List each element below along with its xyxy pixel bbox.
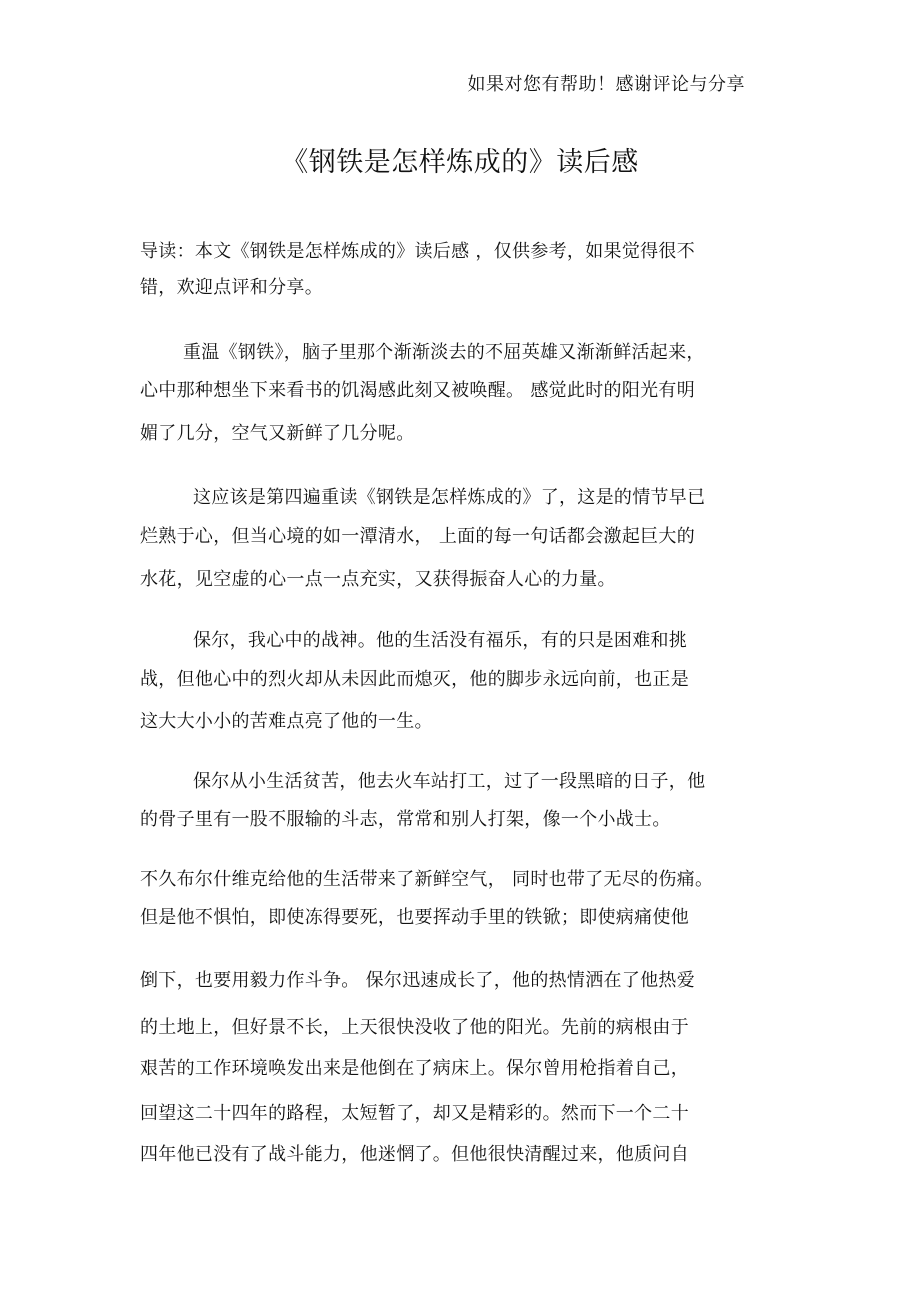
text-line: 艰苦的工作环境唤发出来是他倒在了病床上。保尔曾用枪指着自己， bbox=[140, 1058, 689, 1079]
text-line: 导读：本文《钢铁是怎样炼成的》读后感 ，仅供参考，如果觉得很不 bbox=[140, 241, 696, 262]
text-line: 媚了几分，空气又新鲜了几分呢。 bbox=[140, 423, 415, 444]
text-line: 的土地上，但好景不长，上天很快没收了他的阳光。先前的病根由于 bbox=[140, 1017, 689, 1038]
text-line: 这应该是第四遍重读《钢铁是怎样炼成的》了，这是的情节早已 bbox=[193, 487, 706, 508]
text-line: 心中那种想坐下来看书的饥渴感此刻又被唤醒。 感觉此时的阳光有明 bbox=[140, 380, 696, 401]
text-line: 回望这二十四年的路程，太短暂了，却又是精彩的。然而下一个二十 bbox=[140, 1103, 689, 1124]
text-line: 重温《钢铁》，脑子里那个渐渐淡去的不屈英雄又渐渐鲜活起来， bbox=[183, 342, 705, 363]
text-line: 四年他已没有了战斗能力，他迷惘了。但他很快清醒过来，他质问自 bbox=[140, 1144, 689, 1165]
text-line: 不久布尔什维克给他的生活带来了新鲜空气， 同时也带了无尽的伤痛。 bbox=[140, 869, 714, 890]
document-title: 《钢铁是怎样炼成的》读后感 bbox=[281, 147, 639, 178]
header-note: 如果对您有帮助！感谢评论与分享 bbox=[467, 74, 745, 95]
text-line: 的骨子里有一股不服输的斗志，常常和别人打架，像一个小战士。 bbox=[140, 809, 671, 830]
text-line: 这大大小小的苦难点亮了他的一生。 bbox=[140, 711, 433, 732]
text-line: 但是他不惧怕，即使冻得要死，也要挥动手里的铁锨；即使病痛使他 bbox=[140, 907, 689, 928]
text-line: 烂熟于心，但当心境的如一潭清水， 上面的每一句话都会激起巨大的 bbox=[140, 526, 696, 547]
text-line: 保尔，我心中的战神。他的生活没有福乐，有的只是困难和挑 bbox=[193, 630, 688, 651]
text-line: 倒下，也要用毅力作斗争。 保尔迅速成长了，他的热情洒在了他热爱 bbox=[140, 970, 696, 991]
text-line: 战，但他心中的烈火却从未因此而熄灭，他的脚步永远向前，也正是 bbox=[140, 669, 689, 690]
text-line: 水花，见空虚的心一点一点充实，又获得振奋人心的力量。 bbox=[140, 569, 616, 590]
text-line: 错，欢迎点评和分享。 bbox=[140, 277, 323, 298]
text-line: 保尔从小生活贫苦，他去火车站打工，过了一段黑暗的日子，他 bbox=[193, 771, 706, 792]
